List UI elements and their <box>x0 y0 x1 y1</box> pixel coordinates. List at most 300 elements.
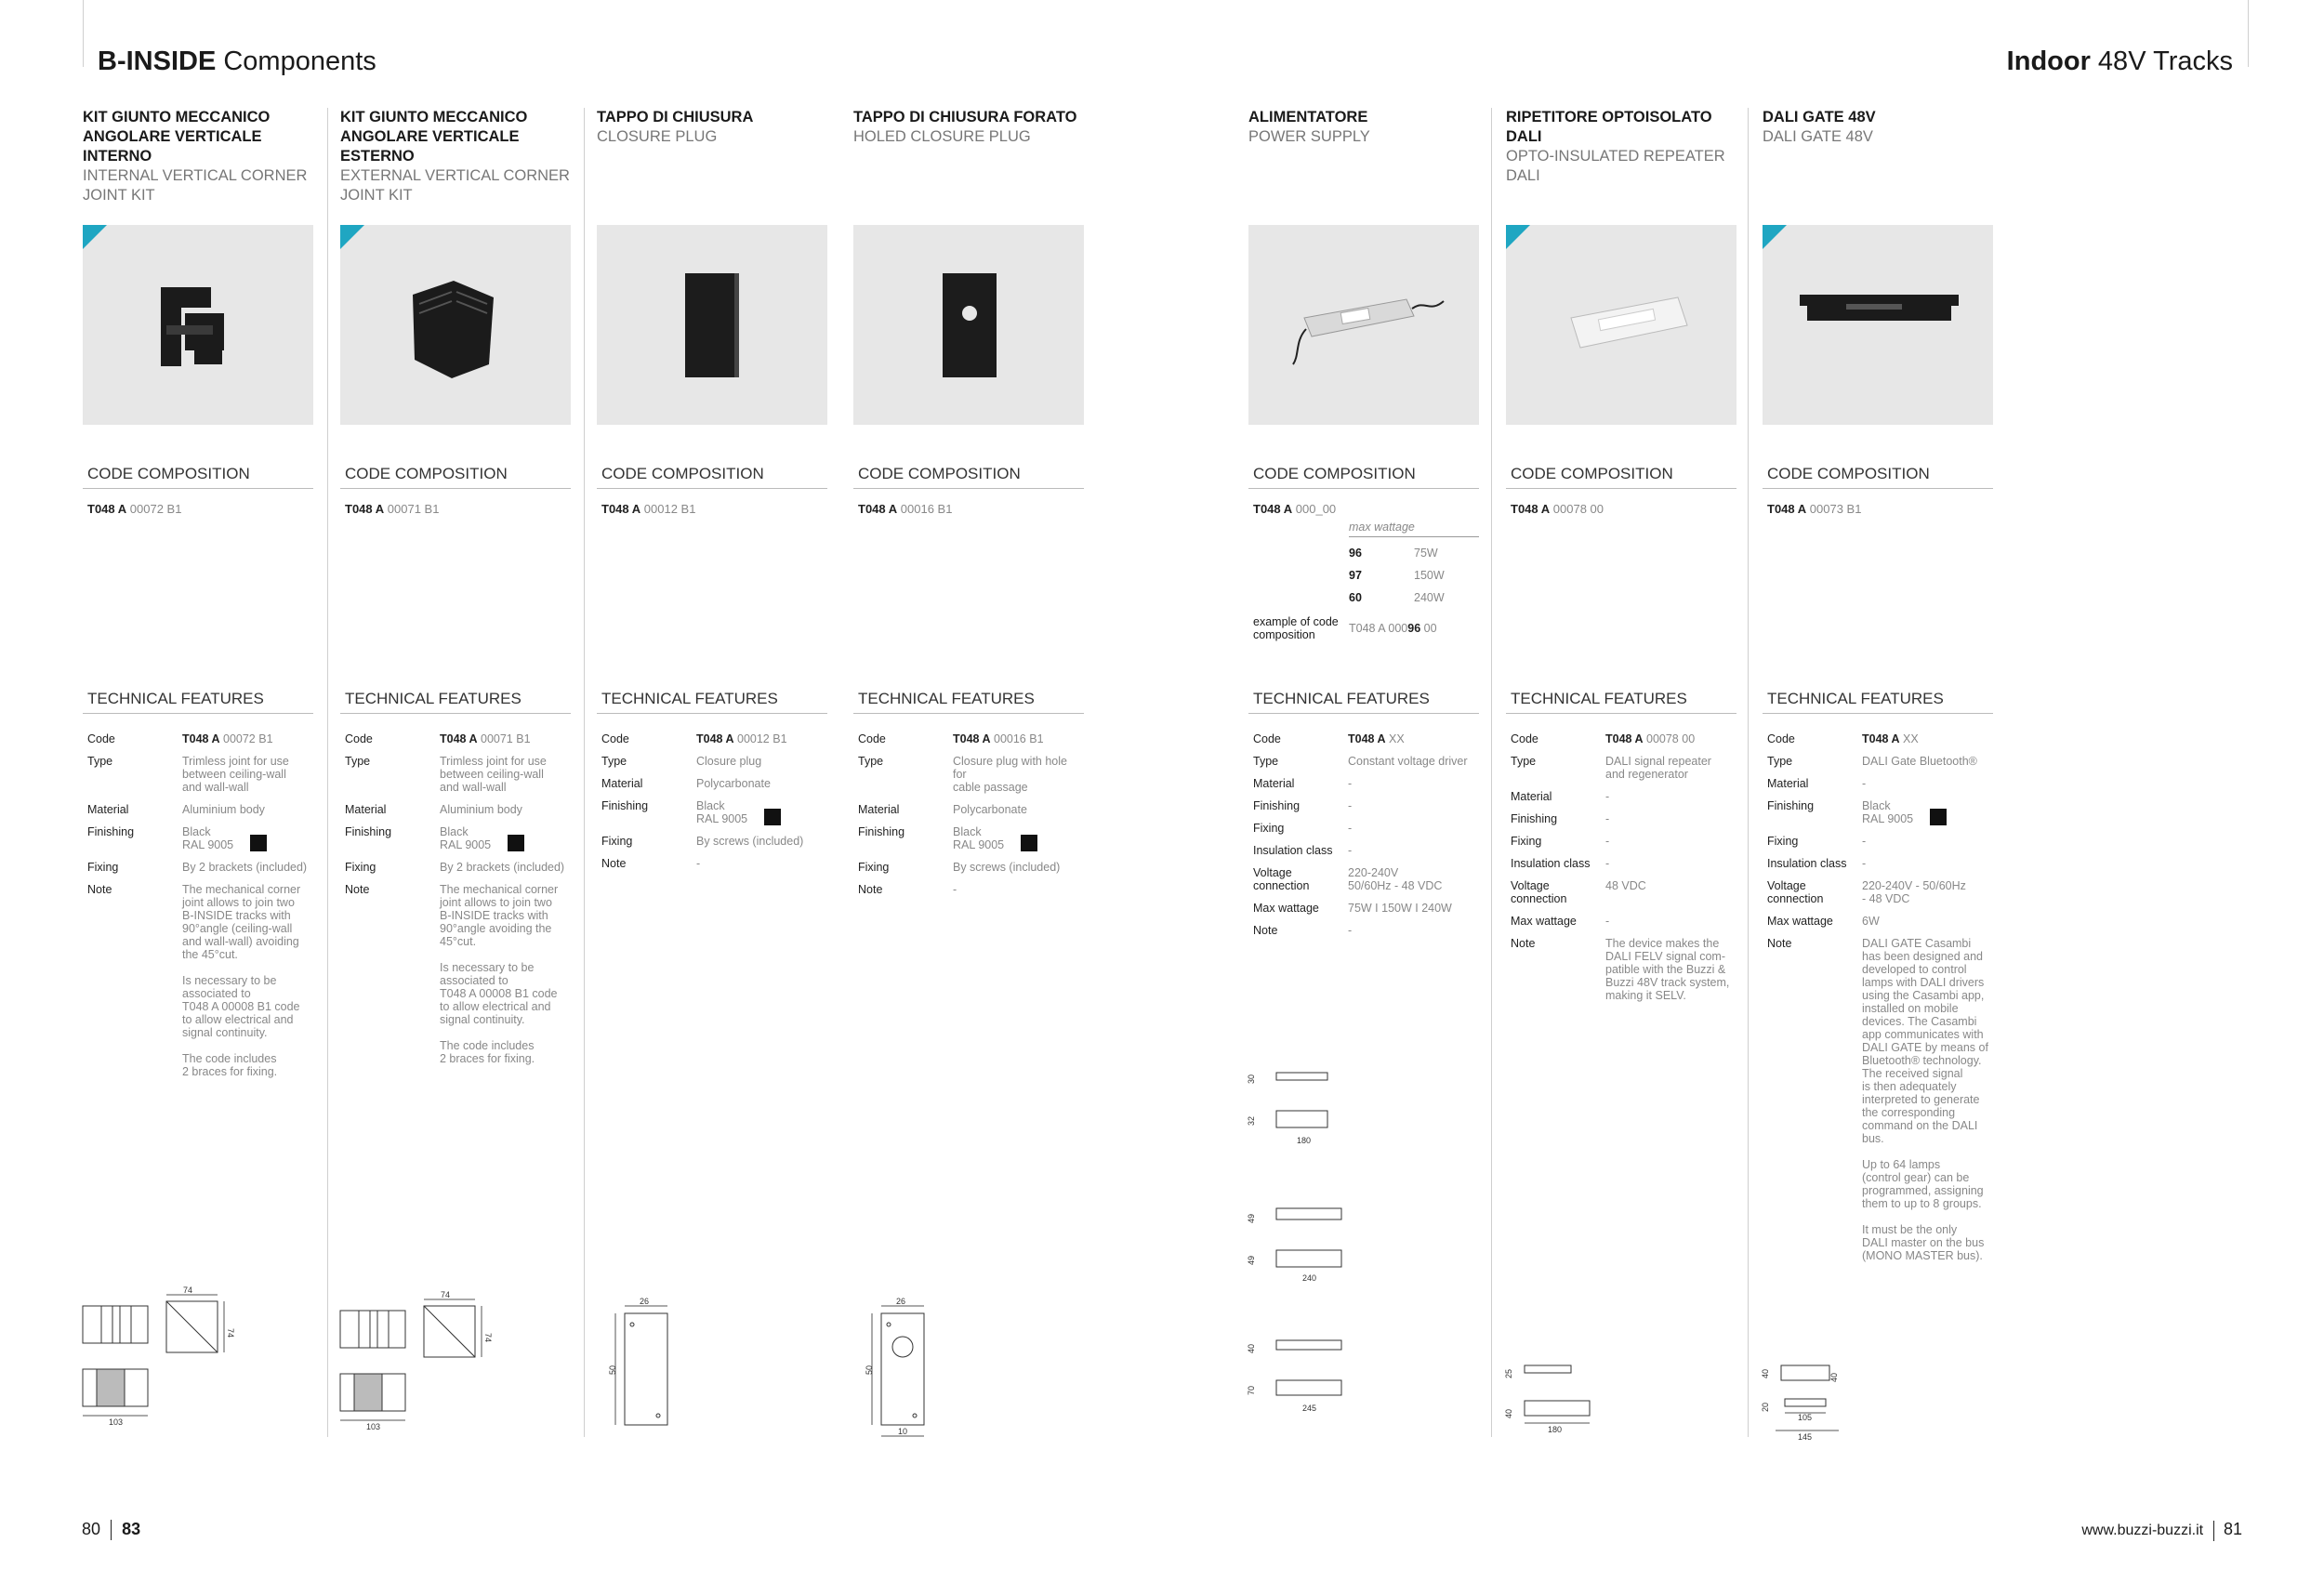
feature-key: Fixing <box>345 861 376 874</box>
column-divider-4 <box>1748 108 1749 1437</box>
svg-text:50: 50 <box>608 1364 617 1375</box>
feature-row <box>1506 812 1736 825</box>
product-title: RIPETITORE OPTOISOLATO DALI <box>1506 109 1712 145</box>
code-composition-heading: CODE COMPOSITION <box>340 465 571 489</box>
svg-text:40: 40 <box>1761 1368 1770 1378</box>
feature-row <box>1506 879 1736 905</box>
code-prefix: T048 A <box>87 502 127 516</box>
svg-text:74: 74 <box>483 1333 493 1343</box>
technical-features-heading: TECHNICAL FEATURES <box>597 690 827 714</box>
feature-key: Type <box>345 755 371 768</box>
feature-row <box>83 861 313 874</box>
feature-key: Note <box>1511 937 1536 950</box>
new-product-corner-icon <box>83 225 107 249</box>
feature-value: The mechanical corner joint allows to join two B-INSIDE tracks with 90°angle avoiding the 45°cut. Is necessary to be associated to T048 A 00008 B1 code to allow electrical and signal continuity. The code includes 2 braces for fixing. <box>440 883 559 1065</box>
feature-row <box>1248 866 1479 892</box>
product-photo <box>83 225 313 429</box>
wattage-label: max wattage <box>1349 521 1479 537</box>
feature-row <box>1248 755 1479 768</box>
svg-text:145: 145 <box>1798 1432 1813 1442</box>
svg-text:32: 32 <box>1247 1115 1256 1126</box>
feature-value: 220-240V 50/60Hz - 48 VDC <box>1348 866 1443 892</box>
svg-text:10: 10 <box>898 1427 908 1436</box>
svg-text:25: 25 <box>1504 1368 1513 1378</box>
feature-key: Note <box>858 883 883 896</box>
product-code <box>597 502 695 516</box>
code-suffix: 00016 B1 <box>897 502 953 516</box>
svg-text:49: 49 <box>1247 1213 1256 1223</box>
feature-key: Type <box>1253 755 1279 768</box>
feature-value: - <box>1348 799 1353 812</box>
code-prefix: T048 A <box>858 502 898 516</box>
feature-value: DALI GATE Casambi has been designed and developed to control lamps with DALI drivers using the Casambi app, installed on mobile devices. The Casambi app communicates with DALI GATE by means of Bluetooth® technology. The received signal is then adequately interpreted to generate the corresponding command on the DALI bus. Up to 64 lamps (control gear) can be programmed, assigning them to up to 8 groups. It must be the only DALI master on the bus (MONO MASTER bus). <box>1862 937 1988 1262</box>
feature-value: By 2 brackets (included) <box>182 861 308 874</box>
code-prefix: T048 A <box>1767 502 1807 516</box>
product-column <box>1248 108 1479 147</box>
feature-value: T048 A 00071 B1 <box>440 732 531 745</box>
features-table <box>597 732 827 879</box>
code-composition-heading: CODE COMPOSITION <box>1248 465 1479 489</box>
product-photo <box>1763 225 1993 429</box>
feature-key: Fixing <box>601 835 633 848</box>
svg-text:180: 180 <box>1297 1136 1312 1145</box>
wattage-code: 96 <box>1349 547 1362 560</box>
code-composition-heading: CODE COMPOSITION <box>83 465 313 489</box>
page-number-right: 81 <box>2223 1520 2242 1538</box>
features-table <box>83 732 313 1088</box>
feature-value: - <box>1348 777 1353 790</box>
feature-key: Voltage connection <box>1253 866 1310 892</box>
feature-value: Polycarbonate <box>953 803 1027 816</box>
product-column <box>1763 108 1993 147</box>
feature-row <box>853 732 1084 745</box>
product-image <box>340 225 571 425</box>
wattage-row <box>1349 547 1479 560</box>
product-subtitle: CLOSURE PLUG <box>597 128 718 145</box>
feature-key: Note <box>601 857 627 870</box>
column-divider-1 <box>327 108 328 1437</box>
product-image <box>83 225 313 425</box>
feature-row <box>1248 844 1479 857</box>
technical-features-heading: TECHNICAL FEATURES <box>1763 690 1993 714</box>
feature-row <box>83 883 313 1078</box>
product-subtitle: HOLED CLOSURE PLUG <box>853 128 1031 145</box>
product-code <box>1248 502 1336 516</box>
feature-key: Finishing <box>345 825 392 838</box>
feature-key: Insulation class <box>1511 857 1591 870</box>
product-photo <box>1506 225 1736 429</box>
feature-value: T048 A 00072 B1 <box>182 732 273 745</box>
feature-value: Trimless joint for use between ceiling-wall and wall-wall <box>440 755 547 794</box>
new-product-corner-icon <box>1763 225 1787 249</box>
feature-row <box>340 755 571 794</box>
feature-value: - <box>1605 857 1610 870</box>
technical-features-heading: TECHNICAL FEATURES <box>83 690 313 714</box>
feature-row <box>340 861 571 874</box>
page-number-left: 80 <box>82 1520 101 1538</box>
feature-row <box>853 755 1084 794</box>
feature-key: Finishing <box>87 825 135 838</box>
feature-row <box>1506 937 1736 1002</box>
svg-text:30: 30 <box>1247 1074 1256 1084</box>
feature-key: Type <box>1767 755 1793 768</box>
feature-value: Trimless joint for use between ceiling-wall and wall-wall <box>182 755 289 794</box>
code-composition-heading: CODE COMPOSITION <box>853 465 1084 489</box>
feature-row <box>1763 857 1993 870</box>
feature-key: Fixing <box>1253 822 1285 835</box>
features-table <box>853 732 1084 905</box>
product-code <box>83 502 181 516</box>
feature-row <box>1763 879 1993 905</box>
product-image <box>1506 225 1736 425</box>
technical-drawing <box>1248 1069 1360 1464</box>
feature-value: Closure plug <box>696 755 762 768</box>
svg-text:103: 103 <box>109 1417 124 1427</box>
wattage-value: 150W <box>1414 569 1445 582</box>
code-suffix: 00072 B1 <box>126 502 182 516</box>
feature-value: Black RAL 9005 <box>1862 799 1993 825</box>
feature-key: Type <box>87 755 113 768</box>
svg-text:180: 180 <box>1548 1425 1563 1434</box>
svg-text:26: 26 <box>896 1297 906 1306</box>
feature-value: - <box>696 857 701 870</box>
feature-value: Black RAL 9005 <box>182 825 313 851</box>
technical-drawing <box>83 1287 250 1431</box>
features-table <box>1248 732 1479 946</box>
wattage-value: 240W <box>1414 591 1445 604</box>
features-table <box>340 732 571 1074</box>
product-column <box>853 108 1084 147</box>
feature-key: Material <box>87 803 129 816</box>
feature-value: T048 A 00016 B1 <box>953 732 1044 745</box>
code-suffix: 000_00 <box>1292 502 1337 516</box>
product-title: KIT GIUNTO MECCANICO ANGOLARE VERTICALE INTERNO <box>83 109 271 165</box>
wattage-value: 75W <box>1414 547 1438 560</box>
code-suffix: 00078 00 <box>1550 502 1604 516</box>
feature-row <box>1763 755 1993 768</box>
website-link[interactable]: www.buzzi-buzzi.it <box>2081 1523 2204 1538</box>
product-photo <box>340 225 571 429</box>
column-divider-3 <box>1491 108 1492 1437</box>
feature-value: 75W I 150W I 240W <box>1348 902 1452 915</box>
feature-value: 6W <box>1862 915 1880 928</box>
feature-key: Note <box>1767 937 1792 950</box>
feature-row <box>1506 915 1736 928</box>
feature-value: Polycarbonate <box>696 777 771 790</box>
footer-right <box>2081 1520 2242 1541</box>
wattage-row <box>1349 591 1479 604</box>
feature-key: Note <box>1253 924 1278 937</box>
product-title: TAPPO DI CHIUSURA FORATO <box>853 109 1077 125</box>
color-swatch <box>764 809 781 825</box>
feature-key: Max wattage <box>1767 915 1833 928</box>
feature-row <box>1248 799 1479 812</box>
wattage-code: 60 <box>1349 591 1362 604</box>
feature-row <box>597 732 827 745</box>
new-product-corner-icon <box>1506 225 1530 249</box>
feature-key: Code <box>1253 732 1281 745</box>
feature-value: Aluminium body <box>440 803 522 816</box>
svg-text:20: 20 <box>1761 1402 1770 1412</box>
feature-key: Material <box>1253 777 1295 790</box>
feature-key: Type <box>858 755 884 768</box>
code-example-label: example of code composition <box>1253 615 1339 641</box>
feature-key: Max wattage <box>1511 915 1577 928</box>
header-title-right: Indoor 48V Tracks <box>2006 46 2233 76</box>
code-composition-heading: CODE COMPOSITION <box>1763 465 1993 489</box>
product-code <box>1506 502 1604 516</box>
svg-text:240: 240 <box>1302 1273 1317 1283</box>
product-subtitle: INTERNAL VERTICAL CORNER JOINT KIT <box>83 167 308 204</box>
wattage-row <box>1349 569 1479 582</box>
feature-key: Code <box>345 732 373 745</box>
feature-key: Finishing <box>1767 799 1815 812</box>
feature-value: DALI signal repeater and regenerator <box>1605 755 1711 781</box>
feature-value: Black RAL 9005 <box>696 799 827 825</box>
code-composition-heading: CODE COMPOSITION <box>597 465 827 489</box>
footer-left <box>82 1520 140 1540</box>
product-code <box>340 502 439 516</box>
feature-row <box>1248 902 1479 915</box>
feature-value: - <box>1348 844 1353 857</box>
product-photo <box>1248 225 1479 429</box>
feature-key: Voltage connection <box>1767 879 1824 905</box>
feature-value: - <box>1605 812 1610 825</box>
feature-value: - <box>1605 835 1610 848</box>
feature-value: Black RAL 9005 <box>440 825 571 851</box>
feature-value: Black RAL 9005 <box>953 825 1084 851</box>
feature-key: Material <box>345 803 387 816</box>
product-column <box>340 108 571 205</box>
product-photo <box>853 225 1084 429</box>
svg-text:74: 74 <box>183 1285 193 1295</box>
product-subtitle: DALI GATE 48V <box>1763 128 1873 145</box>
code-example-value: T048 A 00096 00 <box>1349 622 1437 635</box>
product-title: ALIMENTATORE <box>1248 109 1368 125</box>
feature-value: The device makes the DALI FELV signal com- patible with the Buzzi & Buzzi 48V track system, making it SELV. <box>1605 937 1730 1002</box>
feature-row <box>853 825 1084 851</box>
feature-value: T048 A 00012 B1 <box>696 732 787 745</box>
feature-row <box>1506 835 1736 848</box>
feature-value: Closure plug with hole for cable passage <box>953 755 1067 794</box>
feature-row <box>340 825 571 851</box>
code-suffix: 00012 B1 <box>640 502 696 516</box>
feature-key: Code <box>87 732 115 745</box>
svg-text:105: 105 <box>1798 1413 1813 1422</box>
feature-key: Material <box>1511 790 1552 803</box>
product-subtitle: POWER SUPPLY <box>1248 128 1370 145</box>
feature-value: - <box>1605 790 1610 803</box>
code-example <box>1248 615 1479 641</box>
feature-key: Voltage connection <box>1511 879 1567 905</box>
feature-value: Aluminium body <box>182 803 265 816</box>
feature-row <box>83 755 313 794</box>
technical-features-heading: TECHNICAL FEATURES <box>1506 690 1736 714</box>
feature-row <box>853 803 1084 816</box>
feature-row <box>340 883 571 1065</box>
technical-drawing <box>340 1292 508 1436</box>
feature-row <box>1248 924 1479 937</box>
svg-text:26: 26 <box>640 1297 650 1306</box>
feature-row <box>597 777 827 790</box>
wattage-code: 97 <box>1349 569 1362 582</box>
page-number-mark: 83 <box>122 1520 141 1538</box>
feature-key: Finishing <box>858 825 905 838</box>
feature-row <box>1506 857 1736 870</box>
color-swatch <box>508 835 524 851</box>
feature-key: Insulation class <box>1253 844 1333 857</box>
svg-text:40: 40 <box>1829 1372 1839 1382</box>
feature-row <box>1763 799 1993 825</box>
code-prefix: T048 A <box>1253 502 1293 516</box>
feature-key: Note <box>345 883 370 896</box>
feature-key: Fixing <box>858 861 890 874</box>
svg-text:103: 103 <box>366 1422 381 1431</box>
code-prefix: T048 A <box>345 502 385 516</box>
technical-features-heading: TECHNICAL FEATURES <box>853 690 1084 714</box>
page-divider-left <box>83 0 84 67</box>
feature-value: T048 A 00078 00 <box>1605 732 1696 745</box>
feature-value: 48 VDC <box>1605 879 1646 892</box>
feature-key: Fixing <box>87 861 119 874</box>
feature-key: Material <box>1767 777 1809 790</box>
feature-key: Finishing <box>601 799 649 812</box>
product-title: KIT GIUNTO MECCANICO ANGOLARE VERTICALE ESTERNO <box>340 109 528 165</box>
feature-key: Code <box>601 732 629 745</box>
feature-value: By 2 brackets (included) <box>440 861 565 874</box>
feature-row <box>83 732 313 745</box>
feature-key: Note <box>87 883 112 896</box>
technical-features-heading: TECHNICAL FEATURES <box>1248 690 1479 714</box>
svg-text:245: 245 <box>1302 1404 1317 1413</box>
product-subtitle: EXTERNAL VERTICAL CORNER JOINT KIT <box>340 167 570 204</box>
svg-text:70: 70 <box>1247 1385 1256 1395</box>
technical-drawing <box>1506 1362 1618 1450</box>
wattage-table <box>1248 521 1479 641</box>
feature-row <box>1248 822 1479 835</box>
feature-value: T048 A XX <box>1348 732 1405 745</box>
feature-key: Insulation class <box>1767 857 1847 870</box>
product-code <box>1763 502 1861 516</box>
feature-row <box>1763 777 1993 790</box>
color-swatch <box>250 835 267 851</box>
feature-value: The mechanical corner joint allows to join two B-INSIDE tracks with 90°angle (ceiling-wall and wall-wall) avoiding the 45°cut. Is necessary to be associated to T048 A 00008 B1 code to allow electrical and signal continuity. The code includes 2 braces for fixing. <box>182 883 301 1078</box>
svg-text:74: 74 <box>441 1290 451 1299</box>
svg-text:40: 40 <box>1247 1343 1256 1353</box>
features-table <box>1506 732 1736 1011</box>
feature-value: - <box>1862 777 1867 790</box>
product-title: TAPPO DI CHIUSURA <box>597 109 754 125</box>
feature-row <box>853 861 1084 874</box>
column-divider-2 <box>584 108 585 1437</box>
code-composition-heading: CODE COMPOSITION <box>1506 465 1736 489</box>
feature-key: Finishing <box>1253 799 1301 812</box>
feature-value: - <box>1348 924 1353 937</box>
new-product-corner-icon <box>340 225 364 249</box>
technical-drawing <box>608 1297 686 1450</box>
feature-row <box>1248 777 1479 790</box>
product-image <box>597 225 827 425</box>
feature-row <box>1763 915 1993 928</box>
product-image <box>1248 225 1479 425</box>
feature-row <box>597 755 827 768</box>
feature-row <box>597 835 827 848</box>
product-title: DALI GATE 48V <box>1763 109 1876 125</box>
product-photo <box>597 225 827 429</box>
feature-row <box>1506 732 1736 745</box>
feature-key: Material <box>858 803 900 816</box>
feature-row <box>1763 937 1993 1262</box>
feature-key: Code <box>1511 732 1538 745</box>
feature-key: Fixing <box>1511 835 1542 848</box>
code-suffix: 00073 B1 <box>1806 502 1862 516</box>
code-prefix: T048 A <box>601 502 641 516</box>
feature-row <box>1763 732 1993 745</box>
product-column <box>597 108 827 147</box>
feature-key: Fixing <box>1767 835 1799 848</box>
code-prefix: T048 A <box>1511 502 1551 516</box>
feature-value: T048 A XX <box>1862 732 1919 745</box>
code-suffix: 00071 B1 <box>384 502 440 516</box>
feature-row <box>340 803 571 816</box>
feature-value: - <box>1862 857 1867 870</box>
feature-row <box>853 883 1084 896</box>
feature-key: Max wattage <box>1253 902 1319 915</box>
feature-row <box>83 825 313 851</box>
feature-value: - <box>1605 915 1610 928</box>
feature-key: Code <box>858 732 886 745</box>
svg-text:50: 50 <box>865 1364 874 1375</box>
feature-row <box>1506 790 1736 803</box>
svg-text:40: 40 <box>1504 1408 1513 1418</box>
product-code <box>853 502 952 516</box>
page-divider-right <box>2248 0 2249 67</box>
technical-drawing <box>865 1297 943 1450</box>
feature-value: By screws (included) <box>696 835 804 848</box>
color-swatch <box>1021 835 1037 851</box>
feature-key: Type <box>601 755 627 768</box>
feature-row <box>597 799 827 825</box>
feature-row <box>83 803 313 816</box>
feature-row <box>1248 732 1479 745</box>
feature-key: Code <box>1767 732 1795 745</box>
technical-drawing <box>1763 1362 1874 1450</box>
feature-value: Constant voltage driver <box>1348 755 1468 768</box>
feature-key: Material <box>601 777 643 790</box>
feature-value: By screws (included) <box>953 861 1061 874</box>
product-column <box>1506 108 1736 186</box>
product-subtitle: OPTO-INSULATED REPEATER DALI <box>1506 148 1725 184</box>
feature-value: - <box>953 883 957 896</box>
technical-features-heading: TECHNICAL FEATURES <box>340 690 571 714</box>
product-image <box>1763 225 1993 425</box>
feature-value: - <box>1862 835 1867 848</box>
feature-value: - <box>1348 822 1353 835</box>
svg-text:74: 74 <box>226 1328 235 1338</box>
header-title-left: B-INSIDE Components <box>98 46 376 76</box>
feature-value: DALI Gate Bluetooth® <box>1862 755 1977 768</box>
feature-key: Type <box>1511 755 1537 768</box>
features-table <box>1763 732 1993 1272</box>
feature-row <box>340 732 571 745</box>
product-column <box>83 108 313 205</box>
product-image <box>853 225 1084 425</box>
svg-text:49: 49 <box>1247 1255 1256 1265</box>
feature-row <box>1506 755 1736 781</box>
feature-row <box>1763 835 1993 848</box>
feature-row <box>597 857 827 870</box>
feature-key: Finishing <box>1511 812 1558 825</box>
